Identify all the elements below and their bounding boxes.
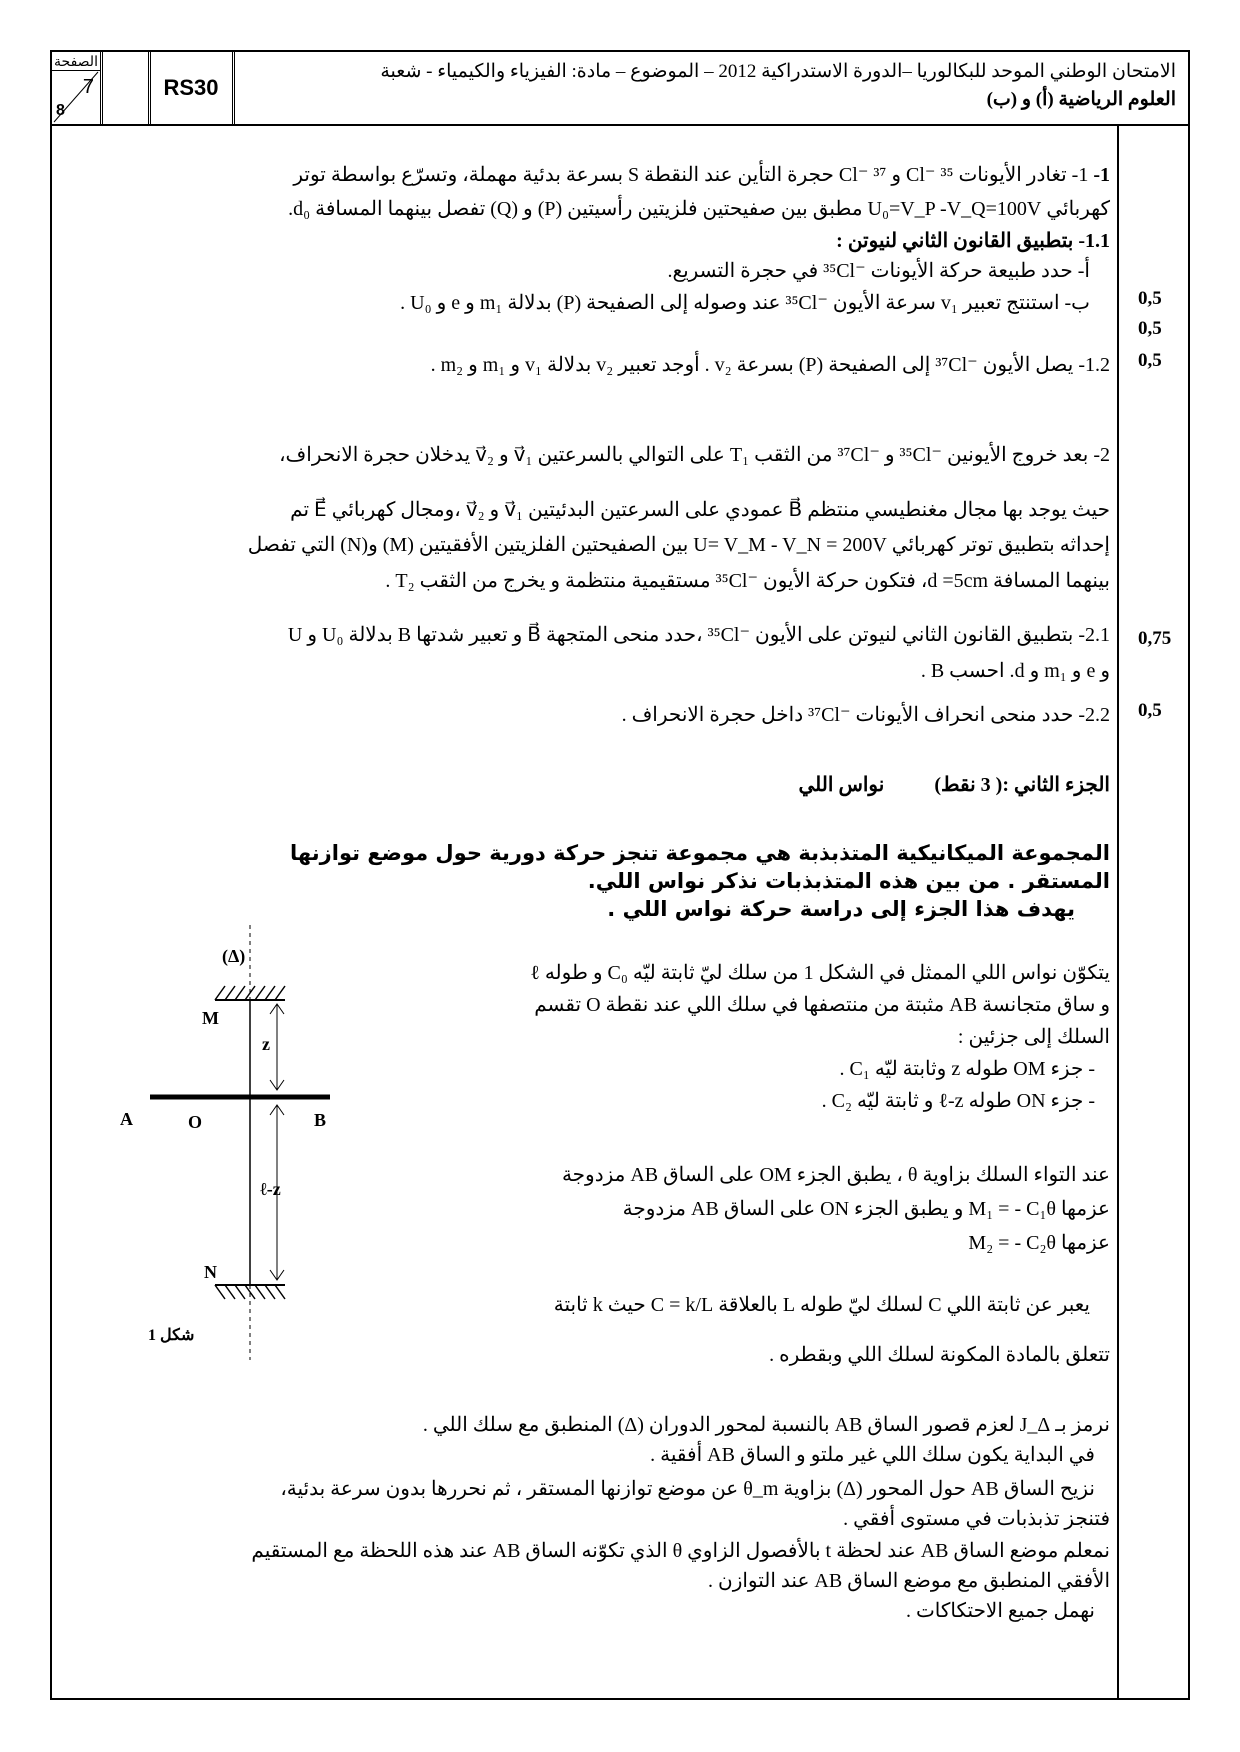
exam-code: RS30: [163, 75, 219, 100]
figure-caption: شكل 1: [148, 1327, 195, 1344]
part2-subtitle: نواس اللي: [798, 774, 885, 796]
header: [52, 52, 1188, 126]
q2-line2: حيث يوجد بها مجال مغنطيسي منتظم B⃗ عمودي على السرعتين البدئيتين v⃗₁ و v⃗₂ ،ومجال كهربائي E⃗ تم: [290, 499, 1110, 521]
axis-label: (Δ): [222, 946, 246, 966]
part2-title-text: الجزء الثاني :( 3 نقط): [934, 774, 1110, 796]
label-B: B: [314, 1110, 327, 1130]
q2-line4: بينهما المسافة d =5cm، فتكون حركة الأيون ‎³⁵Cl⁻‎ مستقيمية منتظمة و يخرج من الثقب T₂ .: [385, 570, 1110, 592]
text-line: عند التواء السلك بزاوية θ ، يطبق الجزء OM على الساق AB مزدوجة: [561, 1164, 1110, 1186]
intro-line3: يهدف هذا الجزء إلى دراسة حركة نواس اللي .: [607, 897, 1075, 921]
text-line: يتكوّن نواس اللي الممثل في الشكل 1 من سلك ليّ ثابتة ليّه C₀ و طوله ℓ: [530, 962, 1110, 984]
divider: [148, 52, 151, 124]
q2: 2- بعد خروج الأيونين ‎³⁵Cl⁻‎ و ‎³⁷Cl⁻‎ من الثقب T₁ على التوالي بالسرعتين v⃗₁ و v⃗₂ يدخلان حجرة الانحراف،: [279, 444, 1110, 466]
text-line: نزيح الساق AB حول المحور (Δ) بزاوية θ_m عن موضع توازنها المستقر ، ثم نحررها بدون سرعة بدئية،: [280, 1478, 1095, 1500]
page-label: الصفحة: [52, 52, 100, 71]
q2-1: 2.1- بتطبيق القانون الثاني لنيوتن على الأيون ‎³⁵Cl⁻‎ ،حدد منحى المتجهة B⃗ و تعبير شدتها B بدلالة U₀ و U: [287, 624, 1110, 646]
q2-1b: و e و m₁ و d. احسب B .: [920, 660, 1110, 682]
text-line: نمعلم موضع الساق AB عند لحظة t بالأفصول الزاوي θ الذي تكوّنه الساق AB عند هذه اللحظة مع المستقيم: [251, 1540, 1110, 1562]
q1-1a: أ- حدد طبيعة حركة الأيونات ‎³⁵Cl⁻‎ في حجرة التسريع.: [667, 260, 1090, 282]
text-line: في البداية يكون سلك اللي غير ملتو و الساق AB أفقية .: [650, 1444, 1095, 1466]
intro-line2: المستقر . من بين هذه المتذبذبات نذكر نواس اللي.: [587, 869, 1110, 893]
mark: 0,5: [1138, 700, 1162, 721]
q1-2: 1.2- يصل الأيون ‎³⁷Cl⁻‎ إلى الصفيحة (P) بسرعة v₂ . أوجد تعبير v₂ بدلالة v₁ و m₁ و m₂ .: [430, 354, 1110, 376]
label-M: M: [202, 1008, 219, 1028]
label-A: A: [120, 1109, 133, 1129]
text-line: - جزء OM طوله z وثابتة ليّه C₁ .: [839, 1058, 1095, 1080]
mark: 0,5: [1138, 318, 1162, 339]
mark: 0,5: [1138, 288, 1162, 309]
header-line2: العلوم الرياضية (أ) و (ب): [986, 89, 1176, 110]
text-line: فتنجز تذبذبات في مستوى أفقي .: [843, 1508, 1110, 1530]
mark: 0,5: [1138, 350, 1162, 371]
text-line: نهمل جميع الاحتكاكات .: [905, 1600, 1095, 1622]
text-line: عزمها M₂ = - C₂θ: [968, 1232, 1110, 1254]
header-line1: الامتحان الوطني الموحد للبكالوريا –الدورة الاستدراكية 2012 – الموضوع – مادة: الفيزياء والكيمياء - شعبة: [380, 61, 1176, 82]
q1-1: 1.1- بتطبيق القانون الثاني لنيوتن :: [836, 230, 1110, 252]
q1-line2: كهربائي U₀=V_P -V_Q=100V مطبق بين صفيحتين فلزيتين رأسيتين (P) و (Q) تفصل بينهما المسافة d₀.: [288, 198, 1110, 220]
figure-1: [120, 920, 380, 1360]
q1-text: 1- تغادر الأيونات ‎Cl⁻ ³⁵‎ و ‎Cl⁻ ³⁷‎ حجرة التأين عند النقطة S بسرعة بدئية مهملة، وتسرّع بواسطة توتر: [293, 164, 1089, 186]
page-number-box: [52, 52, 100, 124]
divider: [100, 52, 103, 124]
label-O: O: [188, 1112, 203, 1132]
text-line: يعبر عن ثابتة اللي C لسلك ليّ طوله L بالعلاقة C = k/L حيث k ثابتة: [553, 1294, 1090, 1316]
text-line: السلك إلى جزئين :: [957, 1026, 1110, 1048]
page-num: 7: [82, 76, 94, 98]
text-line: عزمها M₁ = - C₁θ و يطبق الجزء ON على الساق AB مزدوجة: [622, 1198, 1110, 1220]
label-z: z: [262, 1034, 270, 1054]
intro-line1: المجموعة الميكانيكية المتذبذبة هي مجموعة تنجز حركة دورية حول موضع توازنها: [290, 841, 1110, 865]
margin-divider: [1117, 124, 1119, 1700]
part2-title: [799, 770, 1110, 800]
text-line: الأفقي المنطبق مع موضع الساق AB عند التوازن .: [708, 1570, 1110, 1592]
q1-1b: ب- استنتج تعبير v₁ سرعة الأيون ‎³⁵Cl⁻‎ عند وصوله إلى الصفيحة (P) بدلالة m₁ و e و U₀ .: [400, 292, 1090, 314]
label-N: N: [204, 1262, 217, 1282]
q2-line3: إحداثه بتطبيق توتر كهربائي U= V_M - V_N = 200V بين الصفيحتين الفلزيتين الأفقيتين (M) و(N) التي تفصل: [247, 534, 1110, 556]
label-l-z: ℓ-z: [260, 1179, 281, 1199]
page-total: 8: [56, 102, 65, 119]
text-line: و ساق متجانسة AB مثبتة من منتصفها في سلك اللي عند نقطة O تقسم: [534, 994, 1110, 1016]
mark: 0,75: [1138, 628, 1172, 649]
divider: [232, 52, 235, 124]
torsion-pendulum-diagram: [120, 920, 380, 1360]
header-title: [276, 58, 1176, 114]
q1: 1- 1- تغادر الأيونات ‎Cl⁻ ³⁵‎ و ‎Cl⁻ ³⁷‎ حجرة التأين عند النقطة S بسرعة بدئية مهملة، وتسرّع بواسطة توتر: [293, 164, 1110, 186]
q2-2: 2.2- حدد منحى انحراف الأيونات ‎³⁷Cl⁻‎ داخل حجرة الانحراف .: [621, 704, 1110, 726]
text-line: تتعلق بالمادة المكونة لسلك اللي وبقطره .: [769, 1344, 1110, 1366]
text-line: - جزء ON طوله ℓ-z و ثابتة ليّه C₂ .: [821, 1090, 1095, 1112]
text-line: نرمز بـ J_Δ لعزم قصور الساق AB بالنسبة لمحور الدوران (Δ) المنطبق مع سلك اللي .: [422, 1414, 1110, 1436]
